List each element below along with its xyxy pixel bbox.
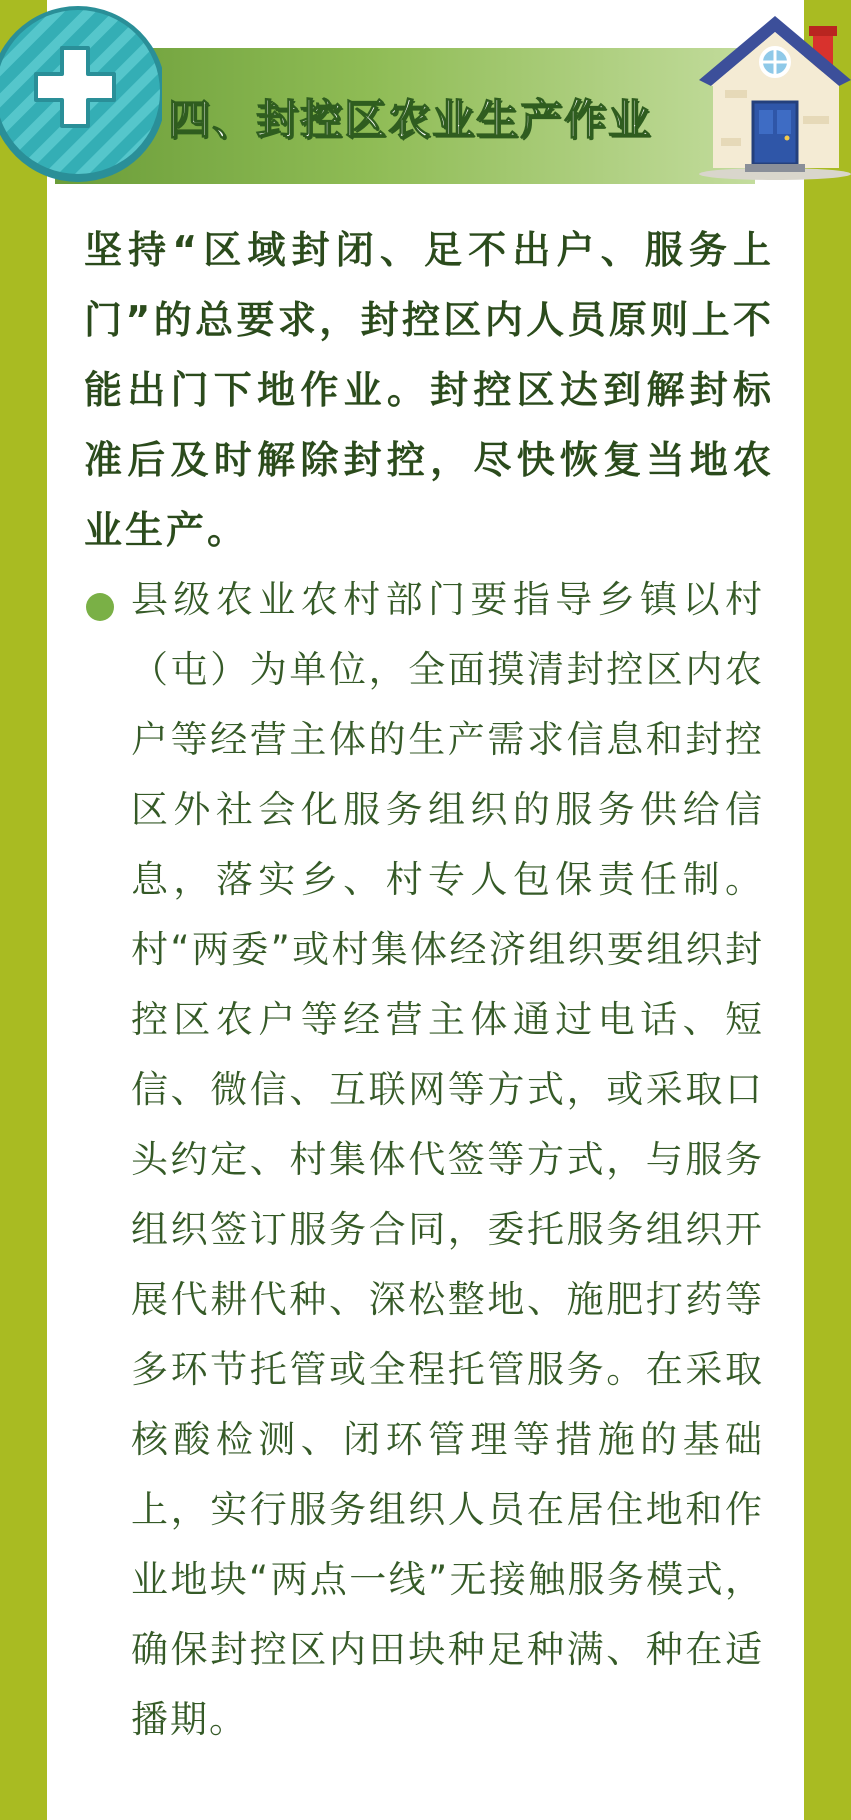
- house-icon: [695, 6, 851, 182]
- section-title: 四、封控区农业生产作业: [168, 95, 653, 144]
- list-item: [84, 565, 764, 1815]
- bullet-paragraph: 县级农业农村部门要指导乡镇以村（屯）为单位，全面摸清封控区内农户等经营主体的生产需求信息和封控区外社会化服务组织的服务供给信息，落实乡、村专人包保责任制。村“两委”或村集体经济组织要组织封控区农户等经营主体通过电话、短信、微信、互联网等方式，或采取口头约定、村集体代签等方式，与服务组织签订服务合同，委托服务组织开展代耕代种、深松整地、施肥打药等多环节托管或全程托管服务。在采取核酸检测、闭环管理等措施的基础上，实行服务组织人员在居住地和作业地块“两点一线”无接触服务模式，确保封控区内田块种足种满、种在适播期。: [131, 578, 764, 1741]
- bullet-icon: [86, 593, 114, 621]
- plus-icon: [0, 0, 162, 184]
- intro-paragraph: 坚持“区域封闭、足不出户、服务上门”的总要求，封控区内人员原则上不能出门下地作业。封控区达到解封标准后及时解除封控，尽快恢复当地农业生产。: [84, 228, 774, 552]
